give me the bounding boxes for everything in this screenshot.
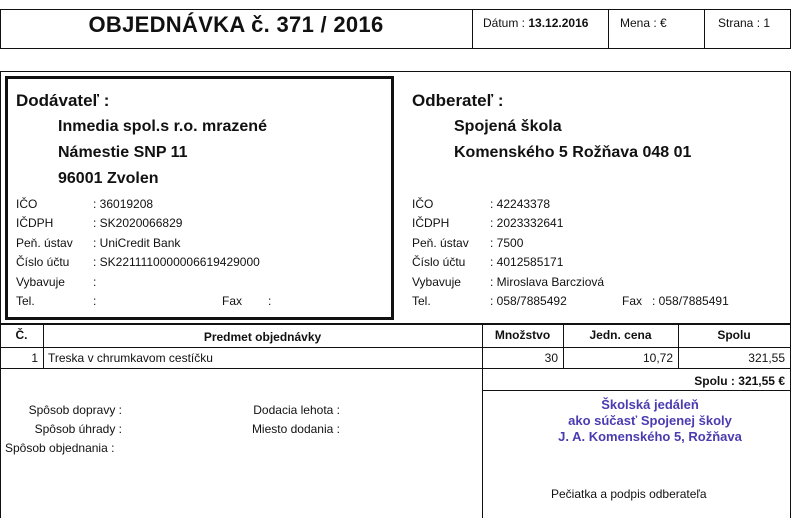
grand-total-value: 321,55 € bbox=[738, 374, 785, 388]
row-quantity: 30 bbox=[544, 351, 558, 365]
supplier-fax-value: : bbox=[268, 294, 272, 308]
col-header-item: Predmet objednávky bbox=[203, 330, 322, 344]
order-title: OBJEDNÁVKA č. 371 / 2016 bbox=[88, 12, 384, 37]
customer-street: Komenského 5 Rožňava 048 01 bbox=[454, 144, 692, 161]
supplier-name: Inmedia spol.s r.o. mrazené bbox=[58, 118, 267, 135]
row-total: 321,55 bbox=[748, 351, 785, 365]
supplier-ico-value: : 36019208 bbox=[93, 197, 154, 211]
row-number: 1 bbox=[31, 351, 38, 365]
supplier-bank-value: : UniCredit Bank bbox=[93, 236, 181, 250]
grand-total-label: Spolu : bbox=[694, 374, 735, 388]
date-value: 13.12.2016 bbox=[528, 16, 589, 30]
delivery-time-label: Dodacia lehota : bbox=[253, 403, 340, 417]
customer-fax-label: Fax bbox=[622, 294, 643, 308]
ordering-label: Spôsob objednania : bbox=[5, 441, 115, 455]
supplier-icdph-value: : SK2020066829 bbox=[93, 216, 183, 230]
customer-ico-label: IČO bbox=[412, 197, 434, 211]
customer-handler-label: Vybavuje bbox=[412, 275, 461, 289]
page-cell: Strana : 1 bbox=[718, 16, 771, 30]
stamp-line-2: ako súčasť Spojenej školy bbox=[568, 413, 732, 428]
customer-handler-value: : Miroslava Barcziová bbox=[490, 275, 605, 289]
customer-fax-value: : 058/7885491 bbox=[652, 294, 729, 308]
currency-cell: Mena : € bbox=[620, 16, 667, 30]
customer-ico-value: : 42243378 bbox=[490, 197, 551, 211]
supplier-city: 96001 Zvolen bbox=[58, 170, 159, 187]
customer-name: Spojená škola bbox=[454, 118, 562, 135]
supplier-handler-label: Vybavuje bbox=[16, 275, 65, 289]
customer-bank-label: Peň. ústav bbox=[412, 236, 469, 250]
col-header-quantity: Množstvo bbox=[494, 328, 551, 342]
row-unit-price: 10,72 bbox=[642, 351, 673, 365]
customer-tel-label: Tel. bbox=[412, 294, 431, 308]
customer-account-value: : 4012585171 bbox=[490, 255, 564, 269]
col-header-unit-price: Jedn. cena bbox=[589, 328, 652, 342]
supplier-tel-label: Tel. bbox=[16, 294, 35, 308]
customer-heading: Odberateľ : bbox=[412, 91, 504, 110]
payment-label: Spôsob úhrady : bbox=[34, 422, 122, 436]
supplier-ico-label: IČO bbox=[16, 197, 38, 211]
date-cell bbox=[483, 16, 588, 30]
customer-tel-value: : 058/7885492 bbox=[490, 294, 567, 308]
signature-label: Pečiatka a podpis odberateľa bbox=[551, 487, 707, 501]
grand-total bbox=[640, 374, 785, 388]
supplier-account-label: Číslo účtu bbox=[16, 255, 70, 269]
col-header-number: Č. bbox=[15, 328, 28, 342]
supplier-account-value: : SK2211110000006619429000 bbox=[93, 255, 260, 269]
supplier-icdph-label: IČDPH bbox=[16, 216, 54, 230]
customer-account-label: Číslo účtu bbox=[412, 255, 466, 269]
supplier-heading: Dodávateľ : bbox=[16, 91, 110, 110]
supplier-handler-value: : bbox=[93, 275, 97, 289]
delivery-place-label: Miesto dodania : bbox=[251, 422, 340, 436]
stamp-line-3: J. A. Komenského 5, Rožňava bbox=[558, 429, 742, 444]
supplier-fax-label: Fax bbox=[222, 294, 243, 308]
stamp-line-1: Školská jedáleň bbox=[601, 397, 699, 412]
customer-icdph-value: : 2023332641 bbox=[490, 216, 564, 230]
date-label: Dátum : bbox=[483, 16, 526, 30]
customer-bank-value: : 7500 bbox=[490, 236, 524, 250]
transport-label: Spôsob dopravy : bbox=[28, 403, 122, 417]
school-stamp bbox=[520, 397, 780, 445]
col-header-total: Spolu bbox=[717, 328, 751, 342]
row-item: Treska v chrumkavom cestíčku bbox=[48, 351, 213, 365]
customer-icdph-label: IČDPH bbox=[412, 216, 450, 230]
supplier-tel-value: : bbox=[93, 294, 97, 308]
supplier-street: Námestie SNP 11 bbox=[58, 144, 188, 161]
supplier-bank-label: Peň. ústav bbox=[16, 236, 73, 250]
